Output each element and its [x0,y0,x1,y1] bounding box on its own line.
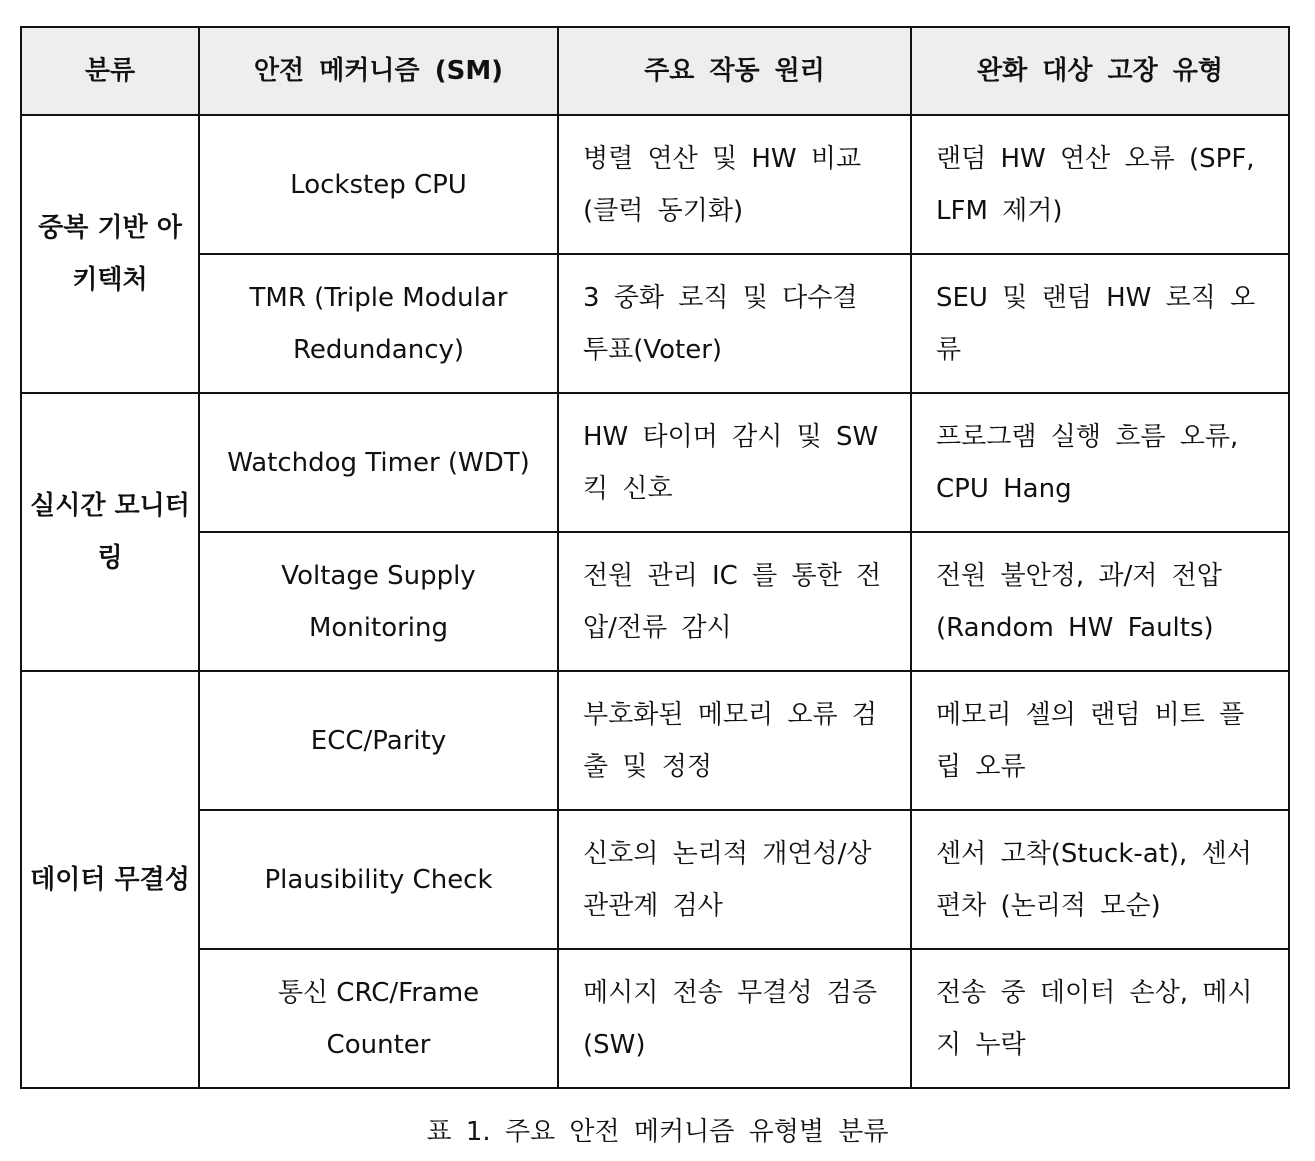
mechanism-cell: 통신 CRC/Frame Counter [199,949,558,1088]
table-row [21,254,1289,393]
mechanism-cell: ECC/Parity [199,671,558,810]
table-row [21,671,1289,810]
fault-cell: SEU 및 랜덤 HW 로직 오류 [911,254,1289,393]
header-principle: 주요 작동 원리 [558,27,911,115]
header-category: 분류 [21,27,199,115]
category-cell: 실시간 모니터링 [21,393,199,671]
fault-cell: 랜덤 HW 연산 오류 (SPF, LFM 제거) [911,115,1289,254]
mechanism-cell: Lockstep CPU [199,115,558,254]
principle-cell: 전원 관리 IC 를 통한 전압/전류 감시 [558,532,911,671]
mechanism-cell: Plausibility Check [199,810,558,949]
mechanism-cell: Voltage Supply Monitoring [199,532,558,671]
category-cell: 중복 기반 아키텍처 [21,115,199,393]
header-mechanism: 안전 메커니즘 (SM) [199,27,558,115]
table-header-row [21,27,1289,115]
table-caption: 표 1. 주요 안전 메커니즘 유형별 분류 [426,1117,889,1147]
principle-cell: HW 타이머 감시 및 SW 킥 신호 [558,393,911,532]
header-fault: 완화 대상 고장 유형 [911,27,1289,115]
table-row [21,949,1289,1088]
table-row [21,532,1289,671]
fault-cell: 전송 중 데이터 손상, 메시지 누락 [911,949,1289,1088]
mechanism-cell: TMR (Triple Modular Redundancy) [199,254,558,393]
fault-cell: 전원 불안정, 과/저 전압 (Random HW Faults) [911,532,1289,671]
principle-cell: 부호화된 메모리 오류 검출 및 정정 [558,671,911,810]
fault-cell: 프로그램 실행 흐름 오류, CPU Hang [911,393,1289,532]
safety-mechanism-table [20,26,1290,1089]
principle-cell: 메시지 전송 무결성 검증 (SW) [558,949,911,1088]
fault-cell: 센서 고착(Stuck-at), 센서 편차 (논리적 모순) [911,810,1289,949]
category-cell: 데이터 무결성 [21,671,199,1088]
principle-cell: 3 중화 로직 및 다수결 투표(Voter) [558,254,911,393]
table-row [21,810,1289,949]
fault-cell: 메모리 셀의 랜덤 비트 플립 오류 [911,671,1289,810]
principle-cell: 병렬 연산 및 HW 비교 (클럭 동기화) [558,115,911,254]
table-row [21,115,1289,254]
table-row [21,393,1289,532]
mechanism-cell: Watchdog Timer (WDT) [199,393,558,532]
principle-cell: 신호의 논리적 개연성/상관관계 검사 [558,810,911,949]
